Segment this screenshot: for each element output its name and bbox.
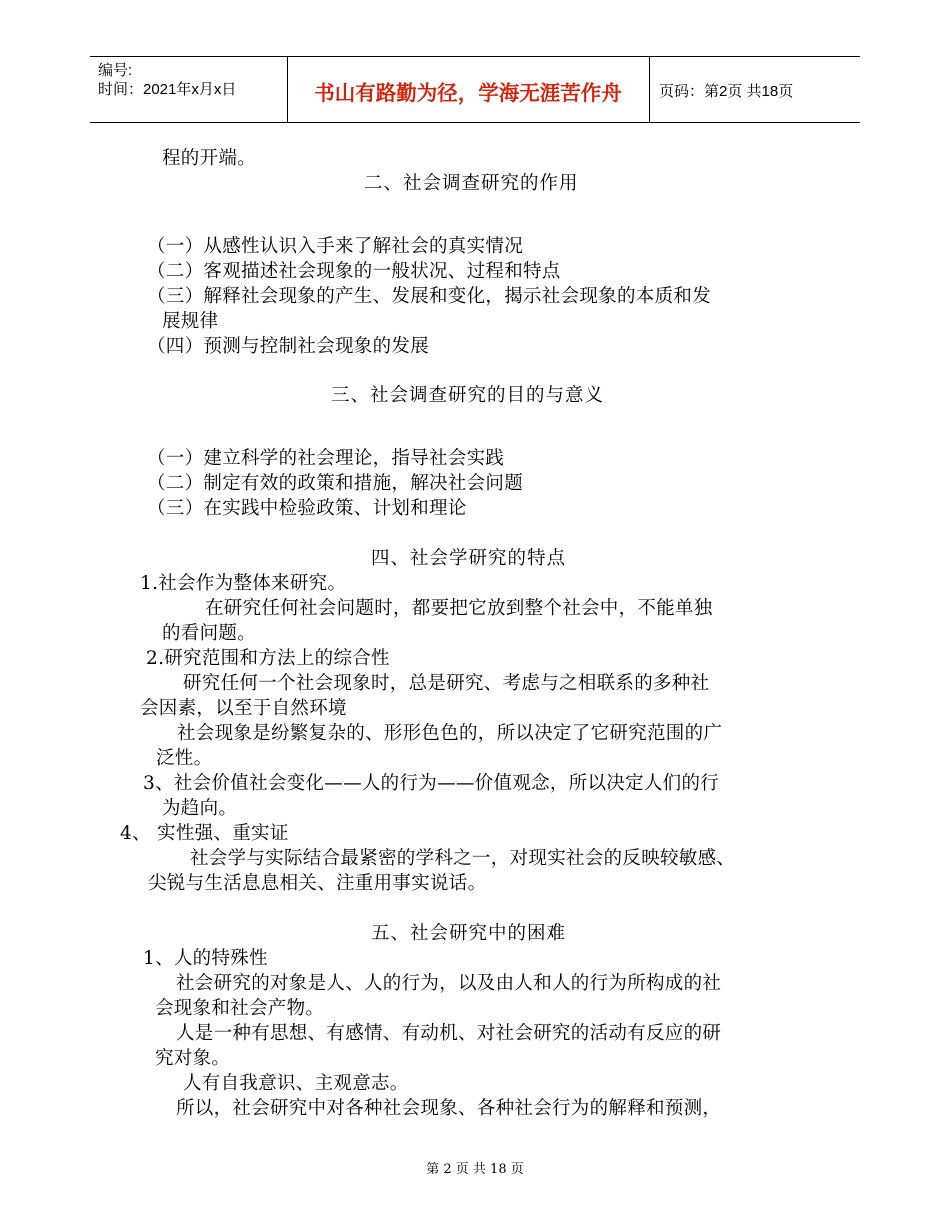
section-heading: 五、社会研究中的困难 [371,923,567,944]
list-item: （四）预测与控制社会现象的发展 [147,336,430,357]
paragraph-line: 的看问题。 [162,623,257,644]
header-bottom-rule [90,122,860,123]
paragraph-line: 尖锐与生活息息相关、注重用事实说话。 [148,873,487,894]
header-page-info: 页码：第2页 共18页 [659,83,794,100]
paragraph-line: 在研究任何社会问题时，都要把它放到整个社会中，不能单独 [205,598,713,619]
paragraph-line: 泛性。 [156,748,213,769]
header-divider-right [649,56,650,123]
paragraph-line: 社会学与实际结合最紧密的学科之一，对现实社会的反映较敏感、 [190,848,736,869]
section-heading: 三、社会调查研究的目的与意义 [331,385,605,406]
numbered-item: 2.研究范围和方法上的综合性 [146,648,390,669]
list-item: （一）从感性认识入手来了解社会的真实情况 [147,236,524,257]
list-item-continuation: 展规律 [162,311,219,332]
paragraph-line: 所以，社会研究中对各种社会现象、各种社会行为的解释和预测， [176,1098,722,1119]
header-motto: 书山有路勤为径，学海无涯苦作舟 [314,81,622,105]
list-item: （二）客观描述社会现象的一般状况、过程和特点 [147,261,561,282]
list-item: （一）建立科学的社会理论，指导社会实践 [147,448,505,469]
paragraph-line: 会现象和社会产物。 [155,998,325,1019]
paragraph-line: 为趋向。 [162,798,238,819]
numbered-item: 3、社会价值社会变化——人的行为——价值观念，所以决定人们的行 [143,773,720,794]
numbered-item: 1、人的特殊性 [143,948,268,969]
paragraph-line: 社会现象是纷繁复杂的、形形色色的，所以决定了它研究范围的广 [177,723,723,744]
paragraph-line: 社会研究的对象是人、人的行为，以及由人和人的行为所构成的社 [176,973,722,994]
list-item: （三）在实践中检验政策、计划和理论 [147,498,467,519]
document-number-label: 编号: [98,62,133,79]
list-item: （二）制定有效的政策和措施，解决社会问题 [147,473,524,494]
page-footer: 第 2 页 共 18 页 [426,1162,524,1177]
paragraph-line: 人有自我意识、主观意志。 [183,1073,409,1094]
header-top-rule [90,56,860,57]
document-date: 时间：2021年x月x日 [98,81,237,98]
paragraph-line: 人是一种有思想、有感情、有动机、对社会研究的活动有反应的研 [176,1023,722,1044]
paragraph-line: 会因素，以至于自然环境 [140,698,347,719]
paragraph-line: 究对象。 [155,1048,231,1069]
paragraph-line: 研究任何一个社会现象时，总是研究、考虑与之相联系的多种社 [183,673,710,694]
body-line: 程的开端。 [162,148,257,169]
list-item: （三）解释社会现象的产生、发展和变化，揭示社会现象的本质和发 [147,286,712,307]
numbered-item: 4、 实性强、重实证 [120,823,289,844]
section-heading: 二、社会调查研究的作用 [364,173,579,194]
section-heading: 四、社会学研究的特点 [371,548,567,569]
numbered-item: 1.社会作为整体来研究。 [140,573,347,594]
